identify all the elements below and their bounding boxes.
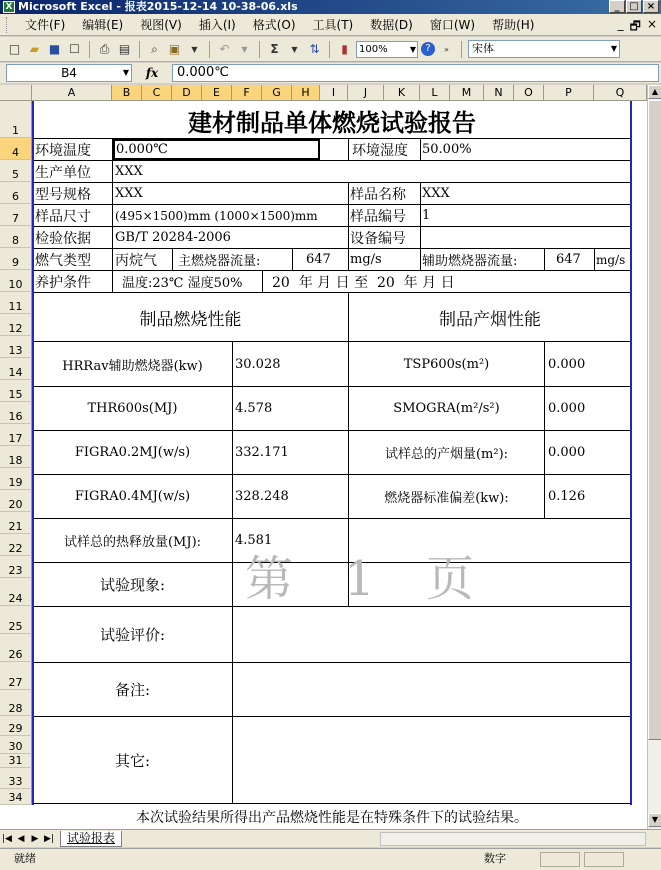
row-header-1[interactable]: 1 (0, 101, 32, 138)
column-header-p[interactable]: P (544, 85, 594, 101)
total-smoke-label[interactable]: 试样总的产烟量(m²): (384, 447, 509, 462)
smogra-value[interactable]: 0.000 (548, 401, 586, 416)
status-numlock: 数字 (484, 852, 506, 865)
column-header-j[interactable]: J (348, 85, 384, 101)
toolbar-separator (89, 41, 90, 58)
research-icon[interactable]: ⌕ (151, 41, 158, 56)
toolbar-separator (209, 41, 210, 58)
row-header-22[interactable]: 22 (0, 534, 32, 556)
aux-burner-unit[interactable]: mg/s (596, 252, 626, 267)
sample-name-value[interactable]: XXX (422, 186, 450, 201)
toolbar-separator (329, 41, 330, 58)
curing-period[interactable]: 20 年 月 日 至 20 年 月 日 (272, 274, 455, 291)
main-burner-label[interactable]: 主燃烧器流量: (178, 254, 261, 269)
menu-window[interactable]: 窗口(W) (429, 18, 476, 32)
device-label[interactable]: 设备编号 (350, 230, 406, 247)
prev-sheet-icon[interactable]: ◀ (17, 833, 25, 844)
column-header-q[interactable]: Q (594, 85, 647, 101)
paste-dropdown-icon[interactable]: ▼ (191, 44, 198, 54)
menu-data[interactable]: 数据(D) (370, 18, 413, 32)
menu-tools[interactable]: 工具(T) (312, 18, 354, 32)
menu-insert[interactable]: 插入(I) (198, 18, 236, 32)
insert-function-icon[interactable]: fx (145, 66, 159, 80)
paste-icon[interactable]: ▣ (168, 41, 181, 56)
row-header-5[interactable]: 5 (0, 160, 32, 182)
row-header-17[interactable]: 17 (0, 424, 32, 446)
scroll-thumb[interactable] (648, 100, 661, 740)
save-icon[interactable]: ■ (48, 41, 61, 56)
basis-value[interactable]: GB/T 20284-2006 (115, 230, 231, 245)
aux-burner-label[interactable]: 辅助燃烧器流量: (422, 254, 518, 269)
column-header-h[interactable]: H (292, 85, 320, 101)
next-sheet-icon[interactable]: ▶ (31, 833, 39, 844)
thr-value[interactable]: 4.578 (235, 401, 273, 416)
row-header-7[interactable]: 7 (0, 204, 32, 226)
thr-label[interactable]: THR600s(MJ) (87, 401, 178, 416)
last-sheet-icon[interactable]: ▶| (44, 833, 54, 844)
row-header-34[interactable]: 34 (0, 789, 32, 805)
gas-value[interactable]: 丙烷气 (115, 252, 157, 269)
window-controls (609, 0, 659, 13)
status-ready: 就绪 (14, 852, 36, 865)
curing-label[interactable]: 养护条件 (35, 274, 91, 291)
column-header-g[interactable]: G (262, 85, 292, 101)
autosum-dropdown-icon[interactable]: ▼ (291, 44, 298, 54)
sample-no-label[interactable]: 样品编号 (350, 208, 406, 225)
column-header-i[interactable]: I (320, 85, 348, 101)
maximize-button[interactable]: □ (626, 0, 642, 13)
row-header-25[interactable]: 25 (0, 606, 32, 634)
main-burner-unit[interactable]: mg/s (350, 252, 382, 267)
menu-help[interactable]: 帮助(H) (492, 18, 535, 32)
new-icon[interactable]: □ (8, 41, 21, 56)
sort-ascending-icon[interactable]: ⇅ (309, 41, 320, 56)
autosum-icon[interactable]: Σ (270, 41, 279, 56)
hrr-value[interactable]: 30.028 (235, 356, 281, 372)
row-header-30[interactable]: 30 (0, 736, 32, 754)
workbook-restore-button[interactable]: 🗗 (629, 19, 641, 33)
model-label[interactable]: 型号规格 (35, 186, 91, 203)
select-all-corner[interactable] (0, 85, 32, 101)
row-header-27[interactable]: 27 (0, 662, 32, 690)
worksheet-grid[interactable] (0, 85, 647, 829)
row-header-18[interactable]: 18 (0, 446, 32, 468)
sample-no-value[interactable]: 1 (422, 208, 431, 223)
close-button[interactable]: × (643, 0, 659, 13)
menu-format[interactable]: 格式(O) (252, 18, 296, 32)
env-temp-cell-selected[interactable]: 0.000℃ (113, 139, 320, 160)
row-header-19[interactable]: 19 (0, 468, 32, 490)
font-value: 宋体 (472, 42, 494, 55)
scroll-up-icon[interactable]: ▲ (648, 85, 661, 99)
first-sheet-icon[interactable]: |◀ (2, 833, 12, 844)
env-humidity-label[interactable]: 环境湿度 (352, 142, 408, 159)
burn-section-heading[interactable]: 制品燃烧性能 (139, 309, 242, 330)
row-header-28[interactable]: 28 (0, 690, 32, 716)
gas-label[interactable]: 燃气类型 (35, 252, 91, 269)
row-header-14[interactable]: 14 (0, 358, 32, 380)
column-header-e[interactable]: E (202, 85, 232, 101)
env-humidity-value[interactable]: 50.00% (422, 142, 472, 157)
smogra-label[interactable]: SMOGRA(m²/s²) (393, 401, 500, 416)
model-value[interactable]: XXX (115, 186, 143, 201)
menu-edit[interactable]: 编辑(E) (82, 18, 124, 32)
curing-value[interactable]: 温度:23℃ 湿度50% (122, 276, 243, 291)
row-header-33[interactable]: 33 (0, 768, 32, 789)
status-bar (0, 848, 661, 870)
smoke-section-heading[interactable]: 制品产烟性能 (439, 309, 541, 330)
row-header-15[interactable]: 15 (0, 380, 32, 402)
minimize-button[interactable]: _ (609, 0, 625, 13)
size-label[interactable]: 样品尺寸 (35, 208, 91, 225)
horizontal-scrollbar[interactable] (380, 832, 646, 846)
row-header-21[interactable]: 21 (0, 512, 32, 534)
column-header-b[interactable]: B (112, 85, 142, 101)
zoom-value: 100% (359, 43, 388, 55)
column-header-o[interactable]: O (514, 85, 544, 101)
row-header-23[interactable]: 23 (0, 556, 32, 578)
standard-toolbar (0, 37, 661, 62)
total-smoke-value[interactable]: 0.000 (548, 445, 586, 460)
zoom-select[interactable] (356, 41, 418, 58)
help-icon[interactable]: ? (421, 42, 435, 56)
name-box[interactable] (6, 64, 132, 82)
chevron-down-icon: ▼ (122, 68, 129, 77)
undo-dropdown-icon[interactable]: ▼ (241, 44, 248, 54)
sheet-tab-bar (0, 829, 661, 847)
row-header-29[interactable]: 29 (0, 716, 32, 736)
toolbar-options-icon[interactable]: » (444, 44, 449, 54)
toolbar-separator (139, 41, 140, 58)
phenomenon-label[interactable]: 试验现象: (99, 576, 166, 594)
row-header-12[interactable]: 12 (0, 314, 32, 336)
column-header-a[interactable]: A (32, 85, 112, 101)
page-watermark: 第 1 页 (245, 551, 493, 607)
report-title[interactable]: 建材制品单体燃烧试验报告 (188, 108, 476, 137)
other-label[interactable]: 其它: (114, 751, 151, 770)
row-header-9[interactable]: 9 (0, 248, 32, 270)
basis-label[interactable]: 检验依据 (35, 230, 91, 247)
menu-view[interactable]: 视图(V) (140, 18, 182, 32)
row-header-4[interactable]: 4 (0, 138, 32, 160)
workbook-close-button[interactable]: × (646, 17, 657, 31)
column-header-l[interactable]: L (420, 85, 450, 101)
total-heat-value[interactable]: 4.581 (235, 533, 273, 548)
row-header-6[interactable]: 6 (0, 182, 32, 204)
column-header-k[interactable]: K (384, 85, 420, 101)
menu-grip (6, 17, 9, 33)
size-value[interactable]: (495×1500)mm (1000×1500)mm (115, 208, 318, 223)
print-preview-icon[interactable]: ▤ (118, 41, 131, 56)
excel-app-icon: X (3, 1, 15, 13)
std-dev-label[interactable]: 燃烧器标准偏差(kw): (384, 491, 509, 506)
row-header-13[interactable]: 13 (0, 336, 32, 358)
workbook-controls (618, 17, 657, 38)
font-select[interactable] (468, 40, 620, 58)
toolbar-separator (259, 41, 260, 58)
figra04-label[interactable]: FIGRA0.4MJ(w/s) (74, 489, 191, 504)
row-header-24[interactable]: 24 (0, 578, 32, 606)
column-header-c[interactable]: C (142, 85, 172, 101)
tsp-value[interactable]: 0.000 (548, 356, 586, 372)
row-header-20[interactable]: 20 (0, 490, 32, 512)
row-header-8[interactable]: 8 (0, 226, 32, 248)
sample-name-label[interactable]: 样品名称 (350, 186, 406, 203)
undo-icon[interactable]: ↶ (219, 41, 230, 56)
formula-input[interactable]: 0.000℃ (172, 64, 659, 82)
producer-value[interactable]: XXX (115, 164, 143, 179)
open-icon[interactable]: ▰ (29, 41, 40, 56)
status-panel (584, 852, 624, 867)
chevron-down-icon: ▼ (610, 44, 617, 53)
chart-wizard-icon[interactable]: ▮ (341, 41, 348, 56)
status-panel (540, 852, 580, 867)
chevron-down-icon: ▼ (409, 44, 416, 54)
row-header-26[interactable]: 26 (0, 634, 32, 662)
footer-note[interactable]: 本次试验结果所得出产品燃烧性能是在特殊条件下的试验结果。 (136, 810, 528, 826)
producer-label[interactable]: 生产单位 (35, 164, 91, 181)
vertical-scrollbar[interactable] (647, 85, 661, 829)
window-title: Microsoft Excel - 报表2015-12-14 10-38-06.xls (18, 0, 298, 13)
print-icon[interactable]: ⎙ (99, 41, 110, 56)
tsp-label[interactable]: TSP600s(m²) (403, 356, 490, 372)
sheet-tab-report[interactable]: 试验报表 (60, 831, 122, 847)
hrr-label[interactable]: HRRav辅助燃烧器(kw) (62, 358, 203, 374)
column-header-d[interactable]: D (172, 85, 202, 101)
row-header-11[interactable]: 11 (0, 292, 32, 314)
evaluation-label[interactable]: 试验评价: (99, 626, 166, 644)
row-header-16[interactable]: 16 (0, 402, 32, 424)
total-heat-label[interactable]: 试样总的热释放量(MJ): (63, 535, 202, 550)
row-header-10[interactable]: 10 (0, 270, 32, 292)
menu-file[interactable]: 文件(F) (25, 18, 66, 32)
column-header-f[interactable]: F (232, 85, 262, 101)
main-burner-value[interactable]: 647 (306, 252, 331, 267)
column-header-n[interactable]: N (484, 85, 514, 101)
toolbar-separator (461, 41, 462, 58)
aux-burner-value[interactable]: 647 (556, 252, 581, 267)
figra02-label[interactable]: FIGRA0.2MJ(w/s) (74, 445, 191, 460)
remarks-label[interactable]: 备注: (114, 681, 151, 699)
menu-bar (0, 14, 661, 36)
figra02-value[interactable]: 332.171 (235, 445, 289, 460)
workbook-minimize-button[interactable]: _ (617, 17, 624, 31)
column-header-m[interactable]: M (450, 85, 484, 101)
std-dev-value[interactable]: 0.126 (548, 489, 586, 504)
env-temp-label[interactable]: 环境温度 (35, 142, 91, 159)
row-header-31[interactable]: 31 (0, 754, 32, 768)
name-box-value: B4 (61, 66, 77, 80)
scroll-down-icon[interactable]: ▼ (648, 813, 661, 827)
permission-icon[interactable]: ☐ (69, 41, 80, 56)
figra04-value[interactable]: 328.248 (235, 489, 289, 504)
title-bar (0, 0, 661, 14)
formula-bar (0, 63, 661, 83)
